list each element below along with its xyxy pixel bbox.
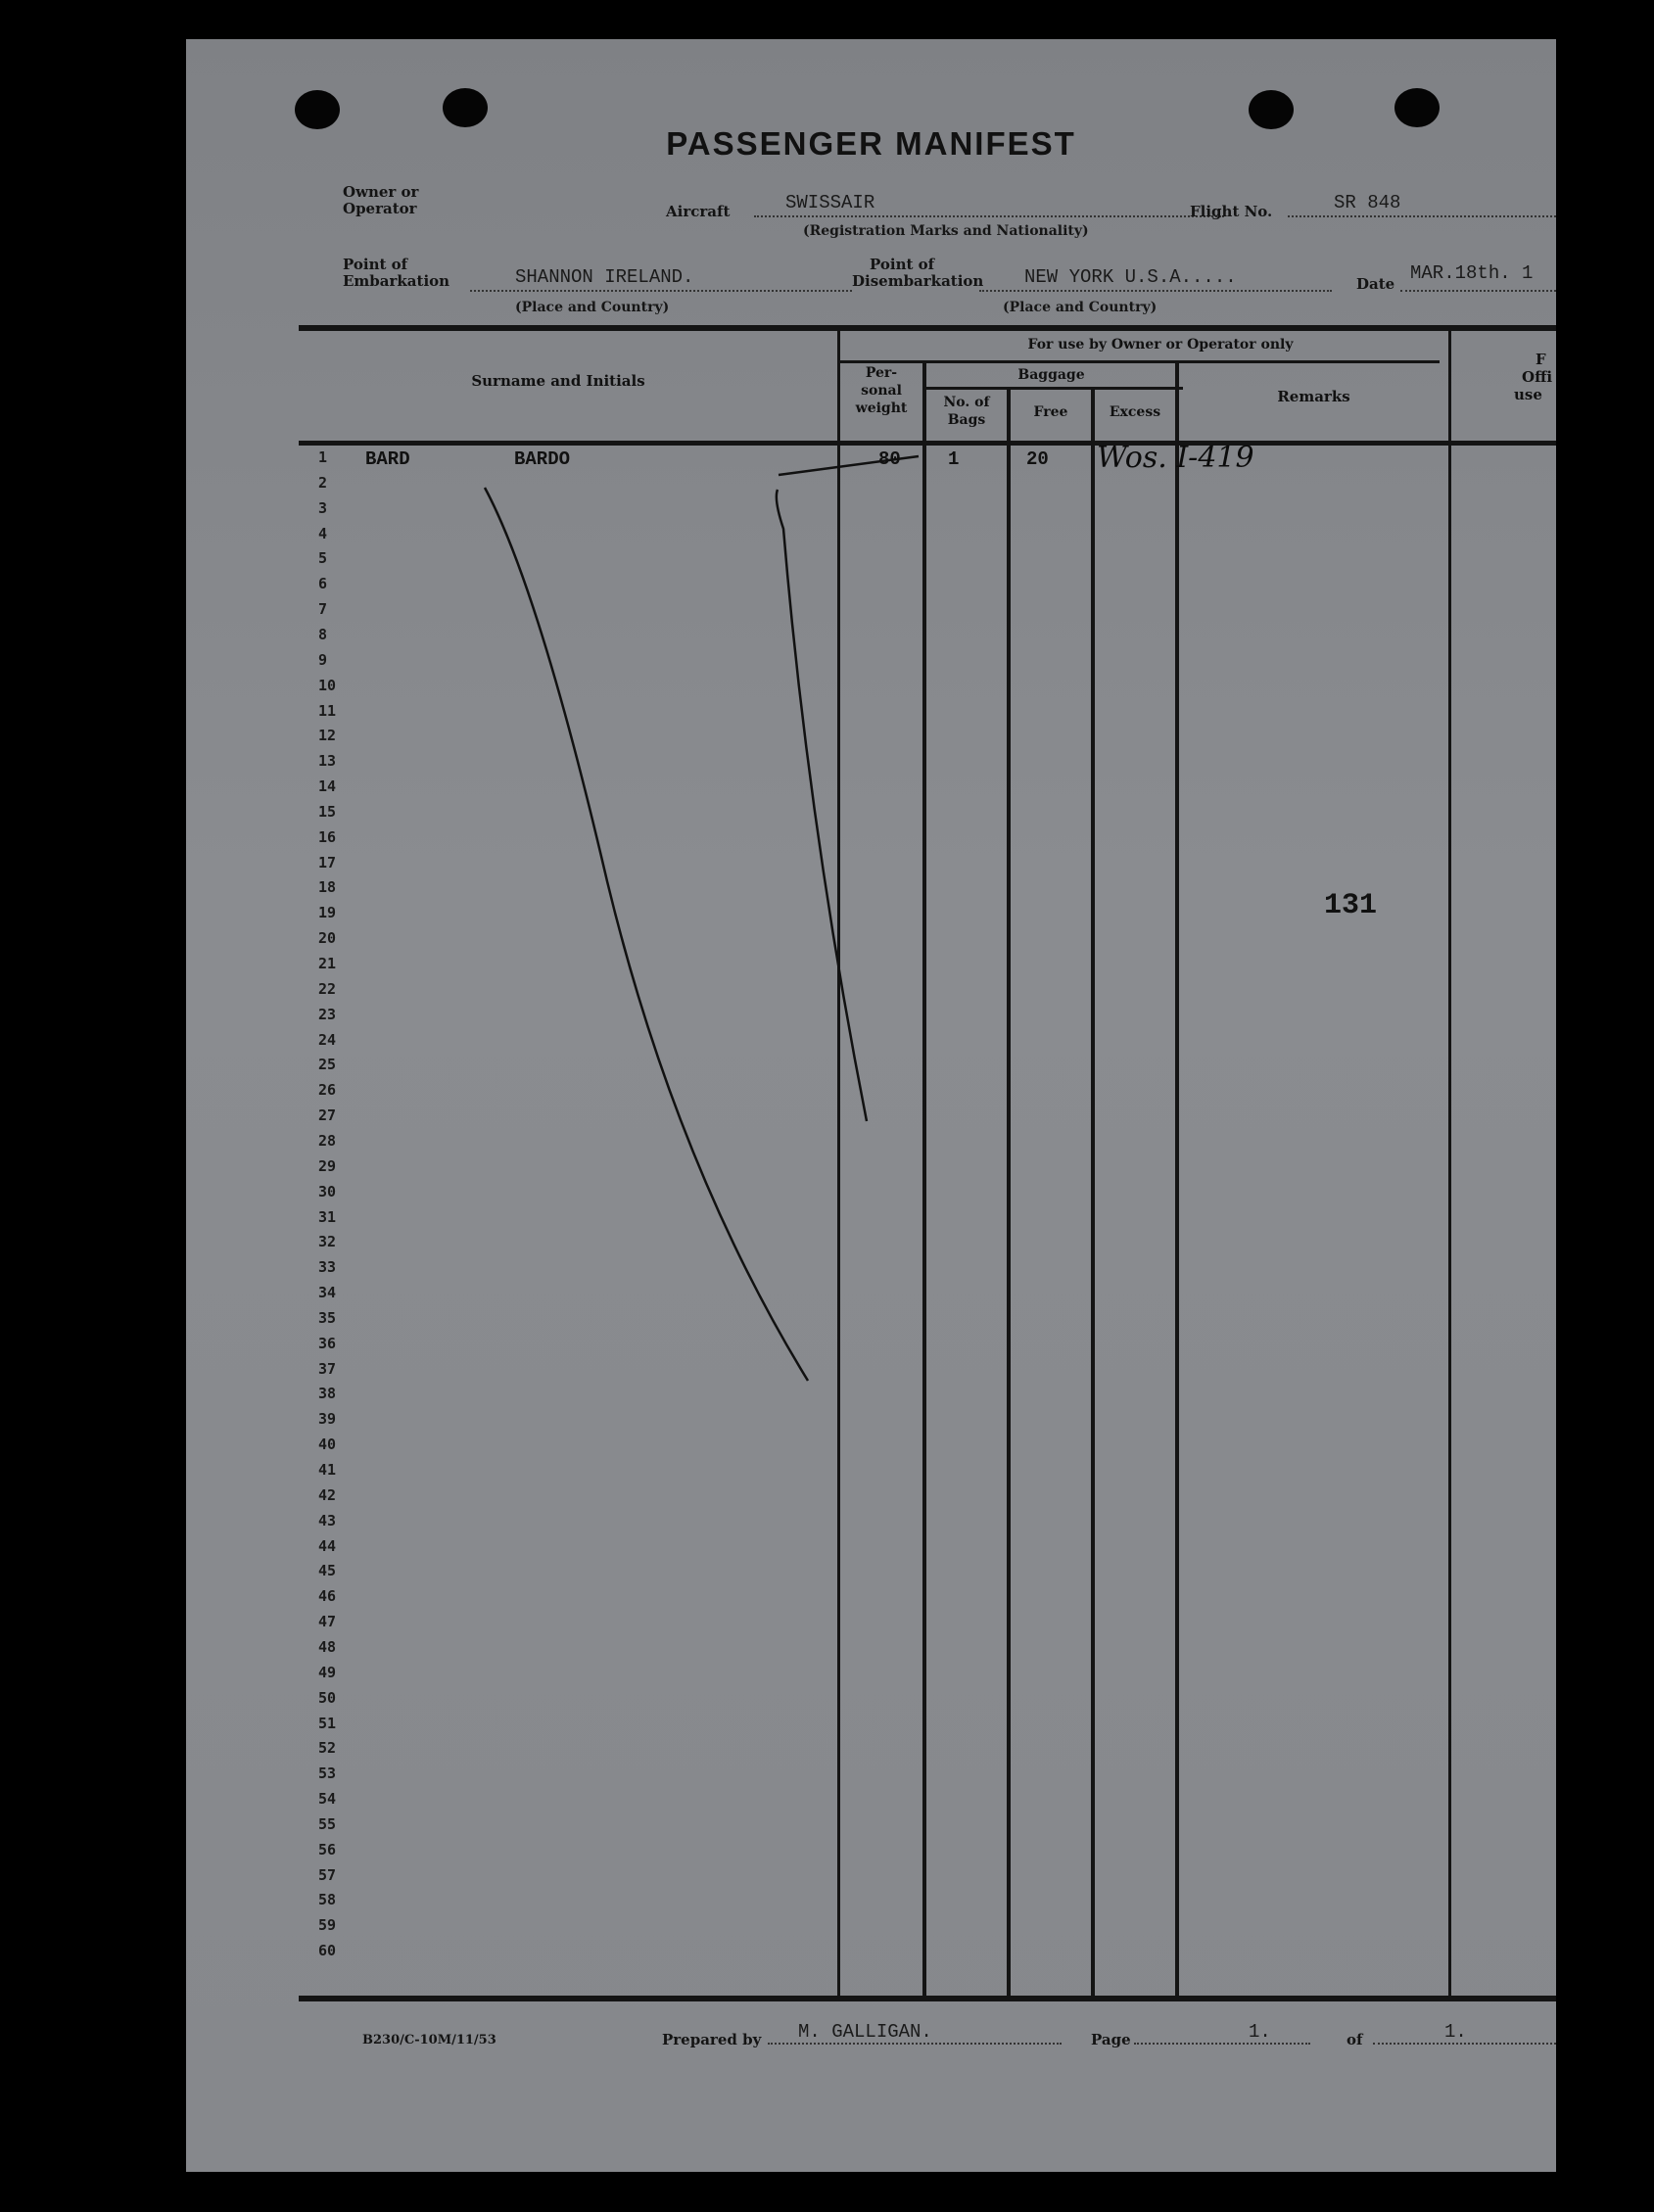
- punch-hole: [295, 90, 340, 129]
- row-number: 33: [318, 1258, 337, 1277]
- disembark-dotted-line: [979, 290, 1332, 292]
- of-dotted-line: [1373, 2043, 1556, 2045]
- prepared-label: Prepared by: [662, 2031, 762, 2048]
- col-header-weight-line3: weight: [855, 400, 908, 416]
- table-bottom-rule: [299, 1996, 1556, 2001]
- row-number: 52: [318, 1739, 337, 1758]
- row-number: 24: [318, 1030, 337, 1049]
- col-header-baggage: Baggage: [1017, 367, 1085, 383]
- row-number: 30: [318, 1182, 337, 1200]
- col-header-bags-line2: Bags: [947, 412, 986, 428]
- row-number: 59: [318, 1916, 337, 1935]
- owner-label-line1: Owner or: [343, 183, 419, 201]
- embark-value: SHANNON IRELAND.: [515, 266, 694, 288]
- disembark-label-line2: Disembarkation: [852, 272, 984, 290]
- row-number: 56: [318, 1840, 337, 1859]
- col-header-official: [1506, 351, 1555, 403]
- date-label: Date: [1356, 275, 1395, 293]
- aircraft-sublabel: (Registration Marks and Nationality): [803, 223, 1089, 239]
- manifest-sheet: [186, 39, 1556, 2172]
- page-label: Page: [1091, 2031, 1131, 2048]
- row-number: 18: [318, 878, 337, 897]
- embark-dotted-line: [470, 290, 852, 292]
- row-number: 2: [318, 473, 328, 492]
- col-header-name: Surname and Initials: [471, 372, 645, 390]
- row-number: 4: [318, 524, 328, 542]
- row-number: 47: [318, 1613, 337, 1631]
- row-number: 12: [318, 727, 337, 745]
- col-divider-free: [1091, 389, 1095, 1998]
- prepared-value: M. GALLIGAN.: [798, 2021, 932, 2043]
- row-number: 10: [318, 676, 337, 694]
- row-number: 29: [318, 1156, 337, 1175]
- date-value: MAR.18th. 1: [1410, 262, 1534, 284]
- col-divider-name: [837, 329, 840, 1998]
- col-divider-weight: [922, 362, 926, 1998]
- row-number: 55: [318, 1814, 337, 1833]
- col-divider-excess: [1175, 362, 1179, 1998]
- row-number: 20: [318, 929, 337, 948]
- row-number: 44: [318, 1536, 337, 1555]
- col-header-bags: [926, 394, 1007, 429]
- row-number: 38: [318, 1385, 337, 1403]
- row-1-initials: BARDO: [514, 448, 571, 470]
- owner-label: [343, 184, 418, 217]
- owner-label-line2: Operator: [343, 200, 417, 217]
- page-title: PASSENGER MANIFEST: [666, 125, 1076, 162]
- owner-use-rule: [837, 360, 1440, 363]
- row-number: 34: [318, 1284, 337, 1302]
- of-label: of: [1347, 2031, 1363, 2048]
- flight-value: SR 848: [1334, 192, 1401, 213]
- row-number: 5: [318, 549, 328, 568]
- col-header-owner-use: For use by Owner or Operator only: [1027, 337, 1294, 353]
- row-number: 21: [318, 955, 337, 972]
- row-number: 9: [318, 650, 328, 669]
- col-header-official-line2: Offi: [1522, 368, 1553, 386]
- row-number: 58: [318, 1891, 337, 1909]
- ditto-stroke-long: [485, 488, 808, 1381]
- row-number: 6: [318, 575, 328, 593]
- row-number: 43: [318, 1511, 337, 1530]
- prepared-dotted-line: [768, 2043, 1062, 2045]
- col-header-remarks: Remarks: [1277, 388, 1350, 405]
- page-dotted-line: [1134, 2043, 1310, 2045]
- page-value: 1.: [1249, 2021, 1271, 2043]
- row-number: 35: [318, 1308, 337, 1327]
- col-header-excess: Excess: [1109, 404, 1161, 420]
- row-number: 53: [318, 1765, 337, 1783]
- aircraft-value: SWISSAIR: [785, 192, 875, 213]
- row-number: 26: [318, 1081, 337, 1100]
- row-number: 16: [318, 827, 337, 846]
- header-bottom-rule: [299, 441, 1556, 446]
- row-number: 19: [318, 904, 337, 922]
- col-header-bags-line1: No. of: [943, 395, 990, 410]
- row-1-bags: 1: [948, 448, 960, 470]
- row-number: 17: [318, 853, 337, 871]
- row-number: 50: [318, 1688, 337, 1707]
- of-value: 1.: [1444, 2021, 1467, 2043]
- col-divider-remarks: [1448, 329, 1451, 1998]
- embark-label-line1: Point of: [343, 256, 408, 273]
- aircraft-dotted-line: [754, 215, 1224, 217]
- date-dotted-line: [1400, 290, 1556, 292]
- col-header-free: Free: [1033, 404, 1068, 420]
- row-number: 40: [318, 1435, 337, 1454]
- row-number: 45: [318, 1562, 337, 1580]
- row-1-weight: 80: [878, 448, 901, 470]
- row-number: 37: [318, 1359, 337, 1378]
- row-number: 14: [318, 777, 337, 796]
- row-number: 48: [318, 1637, 337, 1656]
- col-header-official-line1: F: [1536, 351, 1546, 368]
- row-number: 3: [318, 498, 328, 517]
- row-number: 8: [318, 625, 328, 643]
- row-1-surname: BARD: [365, 448, 410, 470]
- row-number: 11: [318, 701, 337, 720]
- punch-hole: [1394, 88, 1440, 127]
- disembark-label-line1: Point of: [870, 256, 935, 273]
- punch-hole: [1249, 90, 1294, 129]
- pen-strokes: [186, 39, 1556, 2172]
- row-number: 60: [318, 1942, 337, 1960]
- punch-hole: [443, 88, 488, 127]
- col-header-official-line3: use: [1514, 386, 1542, 403]
- col-header-weight-line1: Per-: [865, 365, 898, 381]
- row-number: 23: [318, 1005, 337, 1023]
- row-number: 32: [318, 1233, 337, 1251]
- embark-label-line2: Embarkation: [343, 272, 450, 290]
- row-number: 39: [318, 1410, 337, 1429]
- row-number: 7: [318, 600, 328, 619]
- embark-sublabel: (Place and Country): [515, 300, 670, 315]
- row-number: 15: [318, 802, 337, 821]
- disembark-sublabel: (Place and Country): [1003, 300, 1158, 315]
- row-number: 31: [318, 1207, 337, 1226]
- row-number: 54: [318, 1790, 337, 1809]
- row-number: 13: [318, 752, 337, 771]
- row-number: 27: [318, 1106, 337, 1125]
- aircraft-label: Aircraft: [666, 203, 731, 220]
- row-number: 49: [318, 1663, 337, 1681]
- row-number: 42: [318, 1485, 337, 1504]
- row-1-free: 20: [1026, 448, 1049, 470]
- row-number: 36: [318, 1334, 337, 1352]
- row-number: 51: [318, 1714, 337, 1732]
- disembark-value: NEW YORK U.S.A.....: [1024, 266, 1237, 288]
- ditto-stroke-short: [777, 490, 867, 1121]
- row-1-remark-handwritten: Wos. I-419: [1097, 441, 1254, 475]
- col-divider-bags: [1007, 389, 1011, 1998]
- table-top-rule: [299, 325, 1556, 331]
- row-number: 57: [318, 1865, 337, 1884]
- flight-dotted-line: [1288, 215, 1556, 217]
- row-number: 28: [318, 1131, 337, 1150]
- form-code: B230/C-10M/11/53: [362, 2033, 496, 2047]
- disembark-label: [852, 257, 983, 290]
- row-number: 25: [318, 1056, 337, 1074]
- row-number: 46: [318, 1587, 337, 1606]
- row-number: 41: [318, 1461, 337, 1479]
- stamp-number: 131: [1324, 889, 1378, 922]
- flight-label: Flight No.: [1190, 203, 1273, 220]
- embark-label: [343, 257, 449, 290]
- baggage-rule: [923, 387, 1183, 390]
- col-header-weight-line2: sonal: [861, 383, 902, 399]
- row-number: 22: [318, 979, 337, 998]
- col-header-weight: [840, 364, 922, 417]
- row-number: 1: [318, 448, 328, 466]
